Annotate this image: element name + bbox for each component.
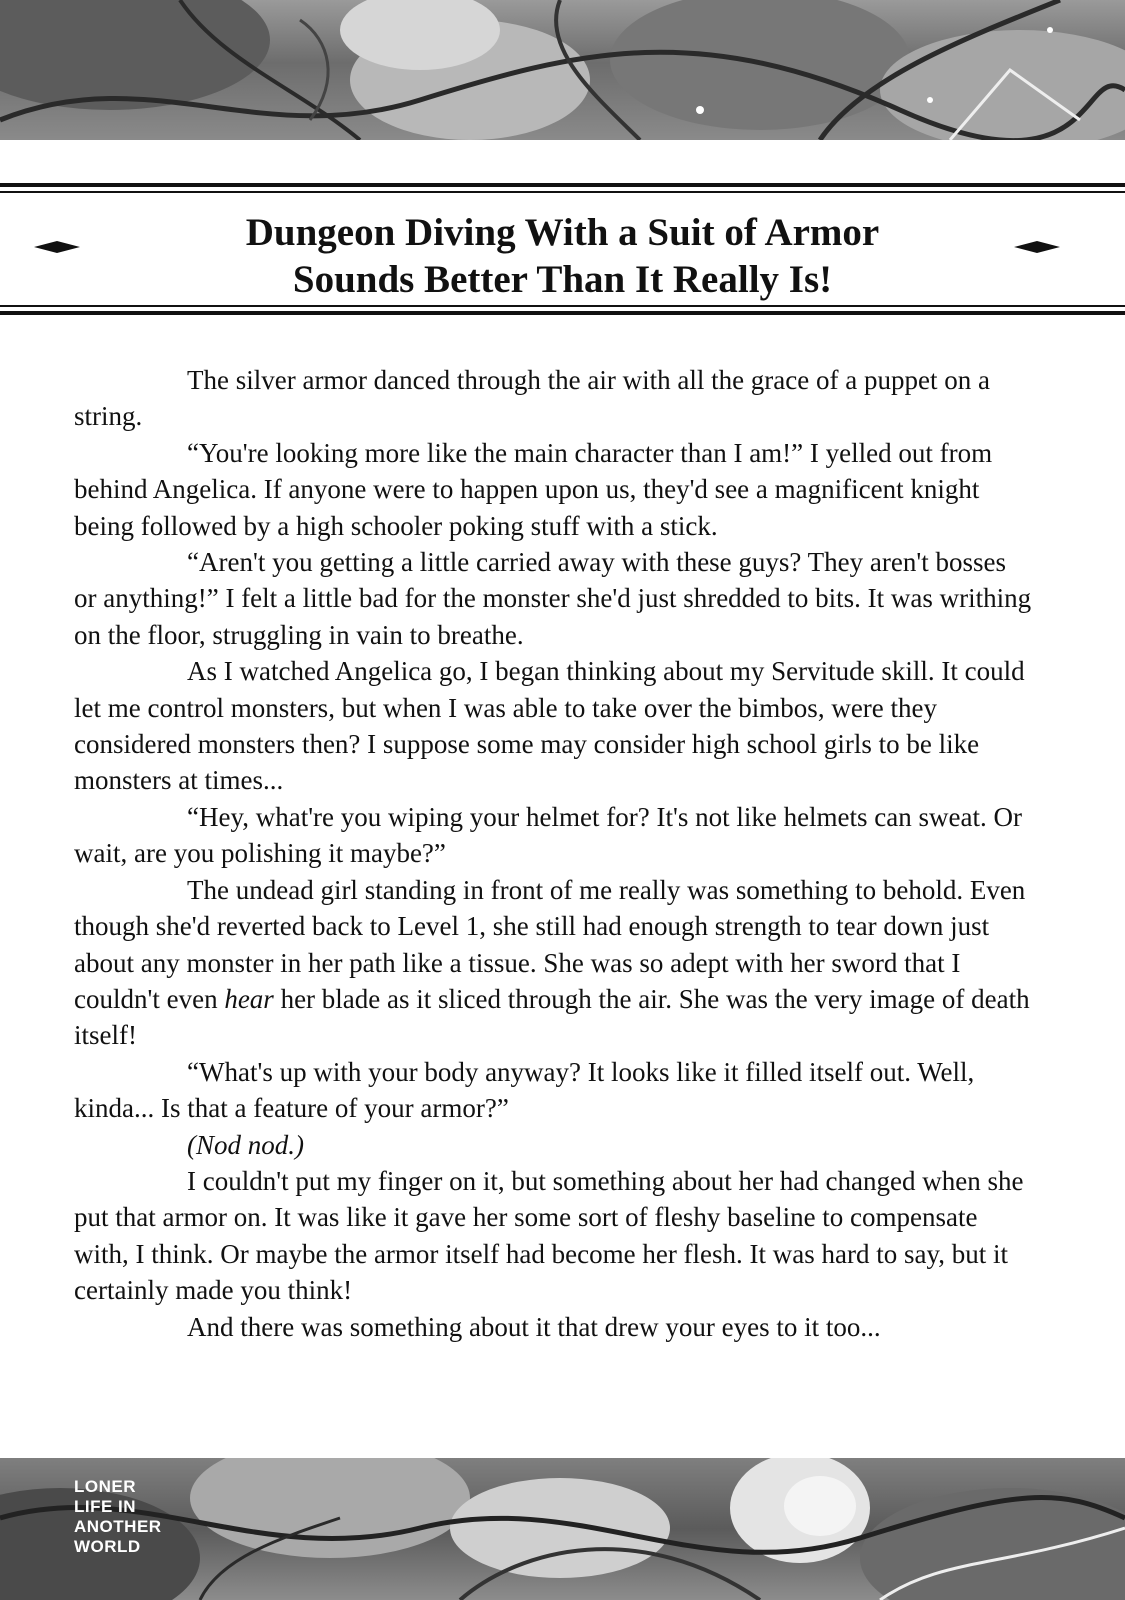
title-rule-top-thin	[0, 191, 1125, 193]
paragraph	[74, 872, 1034, 1054]
emphasis-text: hear	[224, 983, 274, 1014]
paragraph: As I watched Angelica go, I began thinking about my Servitude skill. It could let me control monsters, but when I was able to take over the bimbos, were they considered monsters then? I suppose some may consider high school girls to be like monsters at times...	[74, 656, 1025, 796]
title-rule-bottom-thick	[0, 311, 1125, 315]
paragraph-text: her blade as it sliced through the air. She was the very image of death itself!	[74, 983, 1030, 1051]
top-illustration-banner	[0, 0, 1125, 140]
logo-line-2: LIFE IN	[74, 1497, 137, 1516]
chapter-body	[74, 362, 1034, 1345]
right-diamond-ornament-icon	[1014, 241, 1060, 253]
paragraph: And there was something about it that drew your eyes to it too...	[187, 1311, 881, 1342]
chapter-title-block	[0, 183, 1125, 328]
foliage-illustration-top	[0, 0, 1125, 140]
paragraph: “What's up with your body anyway? It looks like it filled itself out. Well, kinda... Is that a feature of your armor?”	[74, 1056, 975, 1124]
paragraph: “You're looking more like the main character than I am!” I yelled out from behind Angelica. If anyone were to happen upon us, they'd see a magnificent knight being followed by a high schooler poking stuff with a stick.	[74, 437, 993, 541]
logo-line-1: LONER	[74, 1477, 136, 1496]
title-rule-bottom-thin	[0, 305, 1125, 307]
chapter-title-line-1: Dungeon Diving With a Suit of Armor	[245, 211, 880, 254]
paragraph: “Aren't you getting a little carried away with these guys? They aren't bosses or anything!” I felt a little bad for the monster she'd just shredded to bits. It was writhing on the floor, struggling in vain to breathe.	[74, 547, 1032, 650]
left-diamond-ornament-icon	[34, 241, 80, 253]
logo-line-4: WORLD	[74, 1537, 141, 1556]
series-logo	[74, 1477, 184, 1557]
paragraph-text: The undead girl standing in front of me really was something to behold. Even though she'd reverted back to Level 1, she still had enough strength to tear down just about any monster in her path like a tissue. She was so adept with her sword that I couldn't even	[74, 874, 1026, 1014]
title-rule-top-thick	[0, 183, 1125, 187]
paragraph-italic: (Nod nod.)	[187, 1129, 304, 1160]
paragraph: “Hey, what're you wiping your helmet for? It's not like helmets can sweat. Or wait, are you polishing it maybe?”	[74, 801, 1022, 869]
paragraph: I couldn't put my finger on it, but something about her had changed when she put that armor on. It was like it gave her some sort of fleshy baseline to compensate with, I think. Or maybe the armor itself had become her flesh. It was hard to say, but it certainly made you think!	[74, 1165, 1024, 1306]
bottom-illustration-banner	[0, 1458, 1125, 1600]
chapter-title	[120, 209, 1005, 303]
paragraph: The silver armor danced through the air with all the grace of a puppet on a string.	[74, 365, 990, 432]
logo-line-3: ANOTHER	[74, 1517, 162, 1536]
chapter-title-line-2: Sounds Better Than It Really Is!	[292, 258, 833, 301]
